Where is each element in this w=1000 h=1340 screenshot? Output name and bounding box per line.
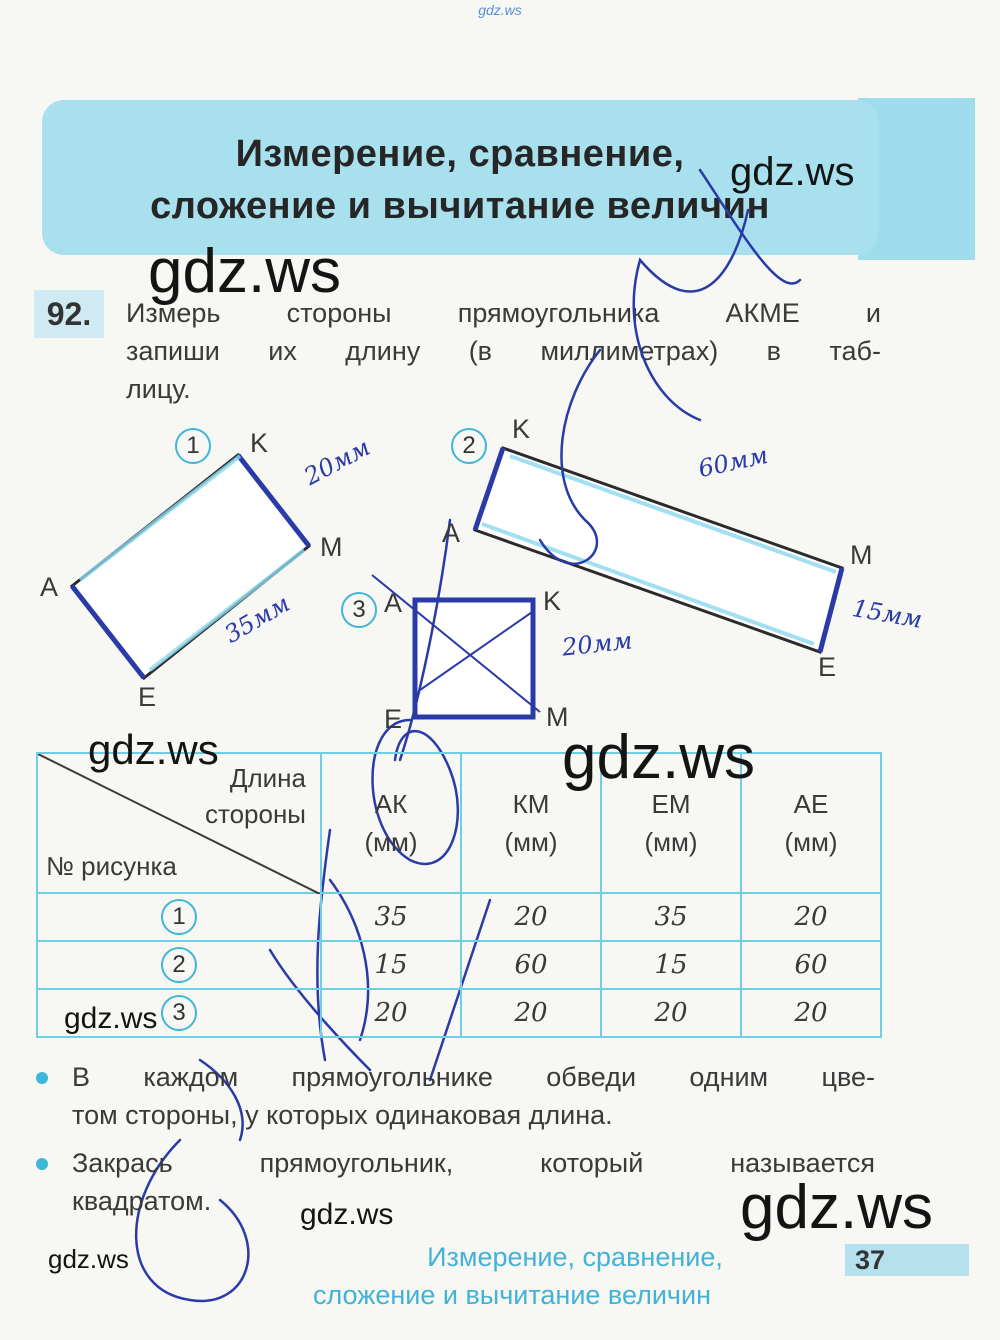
fig1-label-A: A [40, 572, 59, 602]
fig3-note: 20мм [560, 626, 634, 662]
cell-value: 15 [601, 941, 741, 989]
bullet1-line2: том стороны, у которых одинаковая длина. [72, 1100, 613, 1130]
bullet2-line2: квадратом. [72, 1186, 212, 1216]
column-header-em: ЕМ (мм) [601, 753, 741, 893]
watermark: gdz.ws [740, 1173, 933, 1242]
watermark: gdz.ws [48, 1244, 129, 1274]
fig3-label-E: E [384, 704, 403, 734]
task-text-line3: лицу. [126, 374, 191, 404]
cell-value: 20 [741, 989, 881, 1037]
fig3-label-M: M [546, 702, 569, 732]
column-header-ae: АЕ (мм) [741, 753, 881, 893]
table-corner-cell [37, 753, 321, 893]
task-text-line2: запиши их длину (в миллиметрах) в таб- [126, 336, 881, 366]
fig2-label-K: K [512, 414, 531, 444]
watermark: gdz.ws [148, 237, 341, 306]
rectangle-1 [72, 455, 309, 678]
corner-label-bottom: № рисунка [46, 851, 177, 881]
footer-line1: Измерение, сравнение, [427, 1242, 723, 1272]
figure-2-number: 2 [451, 428, 487, 464]
row-number: 1 [161, 899, 197, 935]
row-number: 3 [161, 995, 197, 1031]
column-header-ak: АК (мм) [321, 753, 461, 893]
cell-value: 35 [321, 893, 461, 941]
measurement-table [36, 752, 882, 1038]
cell-value: 60 [741, 941, 881, 989]
task-text-line1: Измерь стороны прямоугольника АКМЕ и [126, 298, 881, 328]
column-header-km: КМ (мм) [461, 753, 601, 893]
table-row [37, 893, 881, 941]
figure-1-number: 1 [175, 428, 211, 464]
cell-value: 20 [461, 989, 601, 1037]
header-title-line2: сложение и вычитание величин [150, 185, 770, 227]
page-number: 37 [855, 1245, 886, 1275]
fig2-label-E: E [818, 652, 837, 682]
bullet1-line1: В каждом прямоугольнике обведи одним цве- [72, 1062, 875, 1092]
watermark: gdz.ws [64, 1002, 158, 1035]
watermark: gdz.ws [562, 723, 755, 792]
table-row [37, 941, 881, 989]
row-number: 2 [161, 947, 197, 983]
fig2-note-me: 15мм [850, 594, 925, 634]
fig2-note-km: 60мм [695, 440, 771, 484]
watermark: gdz.ws [88, 726, 219, 773]
fig3-label-A: A [384, 588, 403, 618]
footer-line2: сложение и вычитание величин [313, 1280, 711, 1310]
top-watermark: gdz.ws [478, 2, 522, 18]
fig1-note-km: 20мм [299, 433, 375, 491]
bullet-dot [36, 1158, 48, 1170]
fig1-label-M: M [320, 532, 343, 562]
bullet2-line1: Закрась прямоугольник, который называется [72, 1148, 875, 1178]
task-number: 92. [34, 290, 104, 338]
cell-value: 20 [741, 893, 881, 941]
fig2-label-M: M [850, 540, 873, 570]
fig1-label-K: K [250, 428, 269, 458]
figure-3-number: 3 [341, 592, 377, 628]
cell-value: 35 [601, 893, 741, 941]
fig3-label-K: K [543, 586, 562, 616]
watermark: gdz.ws [300, 1198, 394, 1231]
table-row [37, 989, 881, 1037]
fig2-label-A: A [442, 518, 461, 548]
corner-label-top2: стороны [204, 799, 306, 829]
cell-value: 60 [461, 941, 601, 989]
corner-label-top1: Длина [229, 763, 306, 793]
cell-value: 20 [321, 989, 461, 1037]
fig1-note-em: 35мм [219, 589, 295, 649]
bullet-dot [36, 1072, 48, 1084]
cell-value: 20 [601, 989, 741, 1037]
watermark: gdz.ws [730, 150, 855, 194]
cell-value: 20 [461, 893, 601, 941]
header-title-line1: Измерение, сравнение, [235, 133, 685, 175]
fig1-label-E: E [138, 682, 157, 712]
cell-value: 15 [321, 941, 461, 989]
